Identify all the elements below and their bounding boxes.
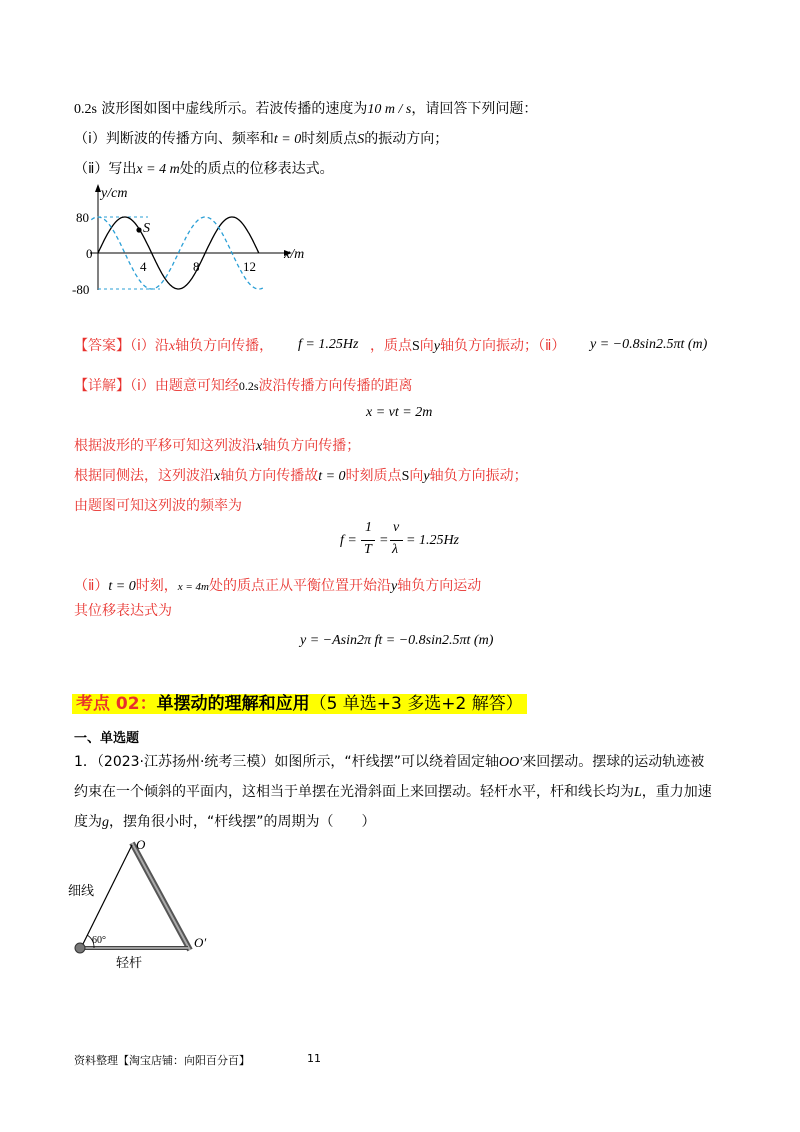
x-tick-8: 8 — [193, 259, 200, 274]
subsection-title: 一、单选题 — [74, 731, 140, 746]
page-number: 11 — [307, 1052, 321, 1065]
q1-line-3: 度为g，摆角很小时，“杆线摆”的周期为（ ） — [74, 814, 376, 830]
question-part-ii: （ⅱ）写出x = 4 m处的质点的位移表达式。 — [74, 161, 334, 177]
answer-frequency: f = 1.25Hz — [298, 337, 359, 352]
detail-line-5: （ⅱ）t = 0时刻，x = 4m处的质点正从平衡位置开始沿y轴负方向运动 — [74, 578, 482, 594]
rod-thread-pendulum-figure — [64, 835, 224, 975]
angle-label: 60° — [92, 935, 106, 946]
rod-label: 轻杆 — [116, 955, 143, 970]
wave-graph — [60, 180, 330, 305]
detail-line-3: 根据同侧法，这列波沿x轴负方向传播故t = 0时刻质点S向y轴负方向振动； — [74, 468, 528, 484]
x-axis-label: x/m — [284, 247, 305, 262]
detail-line-4: 由题图可知这列波的频率为 — [74, 498, 242, 514]
point-s-label: S — [143, 221, 150, 236]
question-part-i: （ⅰ）判断波的传播方向、频率和t = 0时刻质点S的振动方向； — [74, 131, 449, 147]
x-tick-12: 12 — [243, 259, 256, 274]
section-heading: 考点 02：单摆动的理解和应用（5 单选+3 多选+2 解答） — [72, 692, 527, 716]
footer-source: 资料整理【淘宝店铺：向阳百分百】 — [74, 1054, 250, 1067]
y-tick-0: 0 — [86, 246, 93, 261]
q1-line-1: 1．（2023·江苏扬州·统考三模）如图所示，“杆线摆”可以绕着固定轴OO′来回摆动。摆球的运动轨迹被 — [74, 754, 705, 770]
x-tick-4: 4 — [140, 259, 147, 274]
pendulum-ball — [75, 943, 85, 953]
y-axis-label: y/cm — [101, 186, 128, 201]
equation-frequency: f = 1 T = v λ = 1.25Hz — [340, 520, 460, 557]
y-tick-neg80: -80 — [72, 282, 90, 297]
detail-line-2: 根据波形的平移可知这列波沿x轴负方向传播； — [74, 438, 361, 454]
thread-label: 细线 — [68, 883, 95, 898]
detail-line-1: 【详解】（ⅰ）由题意可知经0.2s波沿传播方向传播的距离 — [74, 378, 413, 394]
equation-distance: x = vt = 2m — [366, 405, 433, 420]
answer-line: 【答案】（ⅰ）沿x轴负方向传播， — [74, 338, 274, 354]
q1-line-2: 约束在一个倾斜的平面内，这相当于单摆在光滑斜面上来回摆动。轻杆水平，杆和线长均为L，重力加速 — [74, 784, 712, 800]
label-o: O — [136, 837, 146, 852]
answer-expression: y = −0.8sin2.5πt (m) — [590, 337, 708, 352]
y-tick-80: 80 — [76, 210, 89, 225]
point-s-dot — [136, 227, 141, 232]
equation-displacement: y = −Asin2π ft = −0.8sin2.5πt (m) — [300, 633, 494, 648]
question-intro: 0.2s 波形图如图中虚线所示。若波传播的速度为10 m / s，请回答下列问题： — [74, 101, 538, 117]
detail-line-6: 其位移表达式为 — [74, 603, 172, 619]
answer-line-cont: ，质点S向y轴负方向振动；（ⅱ） — [370, 338, 566, 354]
label-o-prime: O′ — [194, 935, 207, 950]
